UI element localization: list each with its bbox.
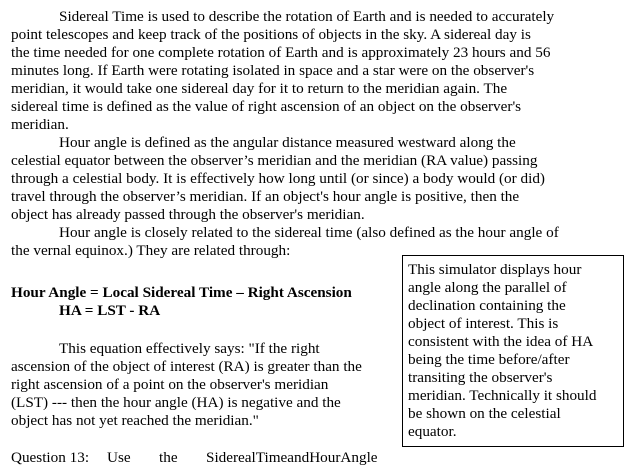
text-line: travel through the observer’s meridian. If an object's hour angle is positive, then the xyxy=(11,188,520,205)
text-line: sidereal time is defined as the value of right ascension of an object on the observer's xyxy=(11,98,522,115)
box-line: being the time before/after xyxy=(408,351,570,368)
box-line: equator. xyxy=(408,423,457,440)
text-line: point telescopes and keep track of the positions of objects in the sky. A sidereal day is xyxy=(11,26,531,43)
text-line: Hour angle is closely related to the sidereal time (also defined as the hour angle of xyxy=(59,224,559,241)
box-line: This simulator displays hour xyxy=(408,261,582,278)
text-line: object has not yet reached the meridian." xyxy=(11,412,259,429)
text-line: meridian, it would take one sidereal day for it to return to the meridian again. The xyxy=(11,80,508,97)
box-line: meridian. Technically it should xyxy=(408,387,597,404)
text-line: through a celestial body. It is effectively how long until (or since) a body would (or did) xyxy=(11,170,545,187)
question-word: SiderealTimeandHourAngle xyxy=(206,449,378,466)
text-line: minutes long. If Earth were rotating isolated in space and a star were on the observer's xyxy=(11,62,535,79)
question-word: the xyxy=(159,449,178,466)
box-line: angle along the parallel of xyxy=(408,279,567,296)
question-word: Use xyxy=(107,449,131,466)
text-line: object has already passed through the observer's meridian. xyxy=(11,206,365,223)
box-line: transiting the observer's xyxy=(408,369,553,386)
text-line: the time needed for one complete rotation of Earth and is approximately 23 hours and 56 xyxy=(11,44,551,61)
text-line: meridian. xyxy=(11,116,69,133)
text-line: Sidereal Time is used to describe the rotation of Earth and is needed to accurately xyxy=(59,8,555,25)
question-label: Question 13: xyxy=(11,449,90,466)
text-line: (LST) --- then the hour angle (HA) is negative and the xyxy=(11,394,341,411)
box-line: consistent with the idea of HA xyxy=(408,333,594,350)
box-line: declination containing the xyxy=(408,297,566,314)
text-line: This equation effectively says: "If the right xyxy=(59,340,320,357)
text-line: right ascension of a point on the observer's meridian xyxy=(11,376,329,393)
text-line: the vernal equinox.) They are related through: xyxy=(11,242,291,259)
text-line: ascension of the object of interest (RA) is greater than the xyxy=(11,358,362,375)
equation-line: Hour Angle = Local Sidereal Time – Right Ascension xyxy=(11,284,352,301)
text-line: Hour angle is defined as the angular distance measured westward along the xyxy=(59,134,516,151)
box-line: be shown on the celestial xyxy=(408,405,561,422)
text-line: celestial equator between the observer’s meridian and the meridian (RA value) passing xyxy=(11,152,538,169)
equation-short-line: HA = LST - RA xyxy=(59,302,161,319)
box-line: object of interest. This is xyxy=(408,315,559,332)
